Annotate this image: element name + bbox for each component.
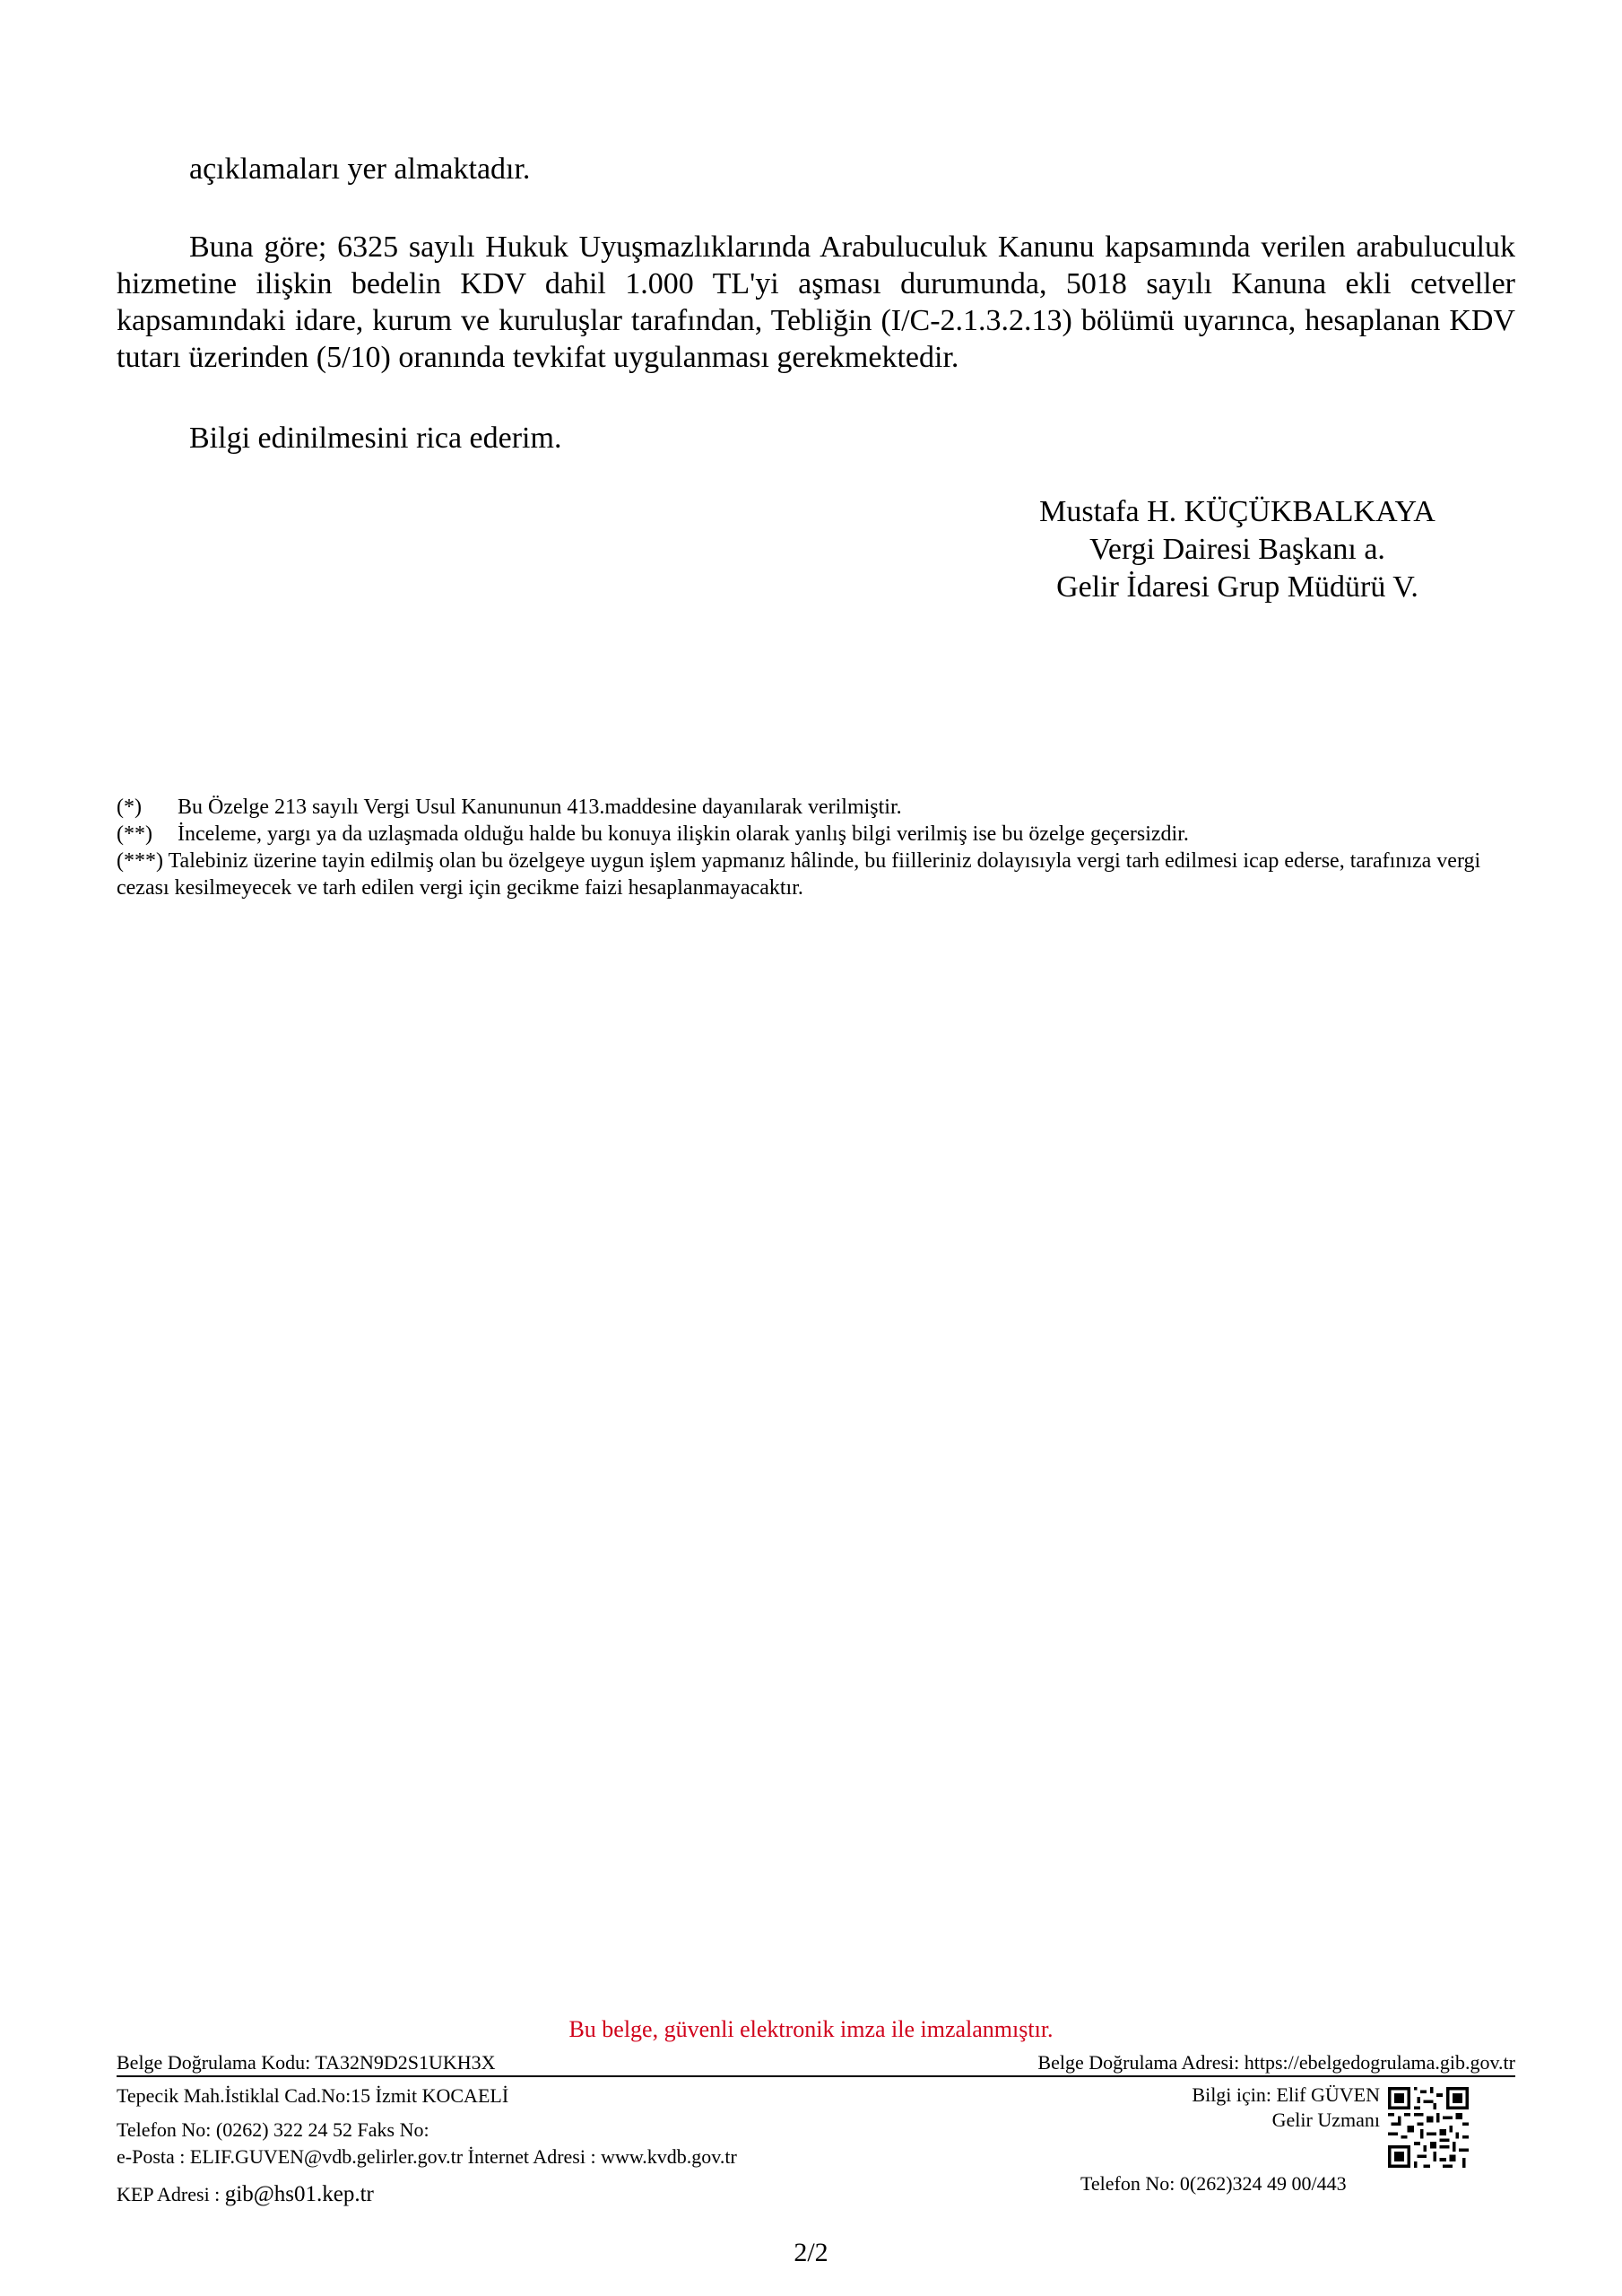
footnote-text: Talebiniz üzerine tayin edilmiş olan bu özelgeye uygun işlem yapmanız hâlinde, bu fiilleriniz dolayısıyla vergi tarh edilmesi icap ederse, tarafınıza vergi cezası kesilmeyecek ve tarh edilen vergi için gecikme faizi hesaplanmayacaktır. [117, 849, 1481, 900]
footnote-text: Bu Özelge 213 sayılı Vergi Usul Kanununun 413.maddesine dayanılarak verilmiştir. [178, 796, 902, 819]
contact-title: Gelir Uzmanı [1271, 2109, 1380, 2131]
kep-address [117, 2181, 737, 2208]
office-email-web[interactable]: e-Posta : ELIF.GUVEN@vdb.gelirler.gov.tr İnternet Adresi : www.kvdb.gov.tr [117, 2145, 737, 2168]
signature-block [986, 493, 1488, 606]
footnote-text: İnceleme, yargı ya da uzlaşmada olduğu halde bu konuya ilişkin olarak yanlış bilgi verilmiş ise bu özelge geçersizdir. [178, 822, 1189, 846]
signatory-name: Mustafa H. KÜÇÜKBALKAYA [1039, 495, 1436, 528]
office-address: Tepecik Mah.İstiklal Cad.No:15 İzmit KOCAELİ [117, 2084, 509, 2107]
paragraph-main: Buna göre; 6325 sayılı Hukuk Uyuşmazlıklarında Arabuluculuk Kanunu kapsamında verilen arabuluculuk hizmetine ilişkin bedelin KDV dahil 1.000 TL'yi aşması durumunda, 5018 sayılı Kanuna ekli cetveller kapsamındaki idare, kurum ve kuruluşlar tarafından, Tebliğin (I/C-2.1.3.2.13) bölümü uyarınca, hesaplanan KDV tutarı üzerinden (5/10) oranında tevkifat uygulanması gerekmektedir. [117, 230, 1515, 374]
verification-row [117, 2051, 1515, 2074]
paragraph-intro-tail: açıklamaları yer almaktadır. [189, 152, 531, 186]
footer-divider [117, 2075, 1515, 2077]
office-phone-fax: Telefon No: (0262) 322 24 52 Faks No: [117, 2118, 429, 2141]
esign-notice: Bu belge, güvenli elektronik imza ile imzalanmıştır. [568, 2016, 1054, 2042]
footnote-mark: (**) [117, 822, 152, 846]
contact-phone: Telefon No: 0(262)324 49 00/443 [1080, 2172, 1347, 2195]
footnote [117, 848, 1515, 901]
footnote-mark: (***) [117, 849, 169, 873]
contact-name: Bilgi için: Elif GÜVEN [1192, 2083, 1380, 2106]
footnotes [117, 794, 1515, 901]
footnote-mark: (*) [117, 796, 142, 819]
footnote [117, 821, 1515, 848]
qr-code-icon [1388, 2087, 1469, 2168]
signatory-title-2: Gelir İdaresi Grup Müdürü V. [1056, 570, 1418, 604]
verification-code: Belge Doğrulama Kodu: TA32N9D2S1UKH3X [117, 2051, 496, 2074]
signatory-title-1: Vergi Dairesi Başkanı a. [1089, 533, 1385, 566]
contact-person [1192, 2083, 1380, 2133]
page-number: 2/2 [794, 2238, 828, 2267]
kep-value[interactable]: gib@hs01.kep.tr [224, 2182, 374, 2206]
kep-label: KEP Adresi : [117, 2183, 225, 2205]
footnote [117, 794, 1515, 821]
verification-address[interactable]: Belge Doğrulama Adresi: https://ebelgedogrulama.gib.gov.tr [1037, 2051, 1515, 2074]
office-contact [117, 2083, 737, 2208]
paragraph-closing: Bilgi edinilmesini rica ederim. [189, 422, 562, 455]
